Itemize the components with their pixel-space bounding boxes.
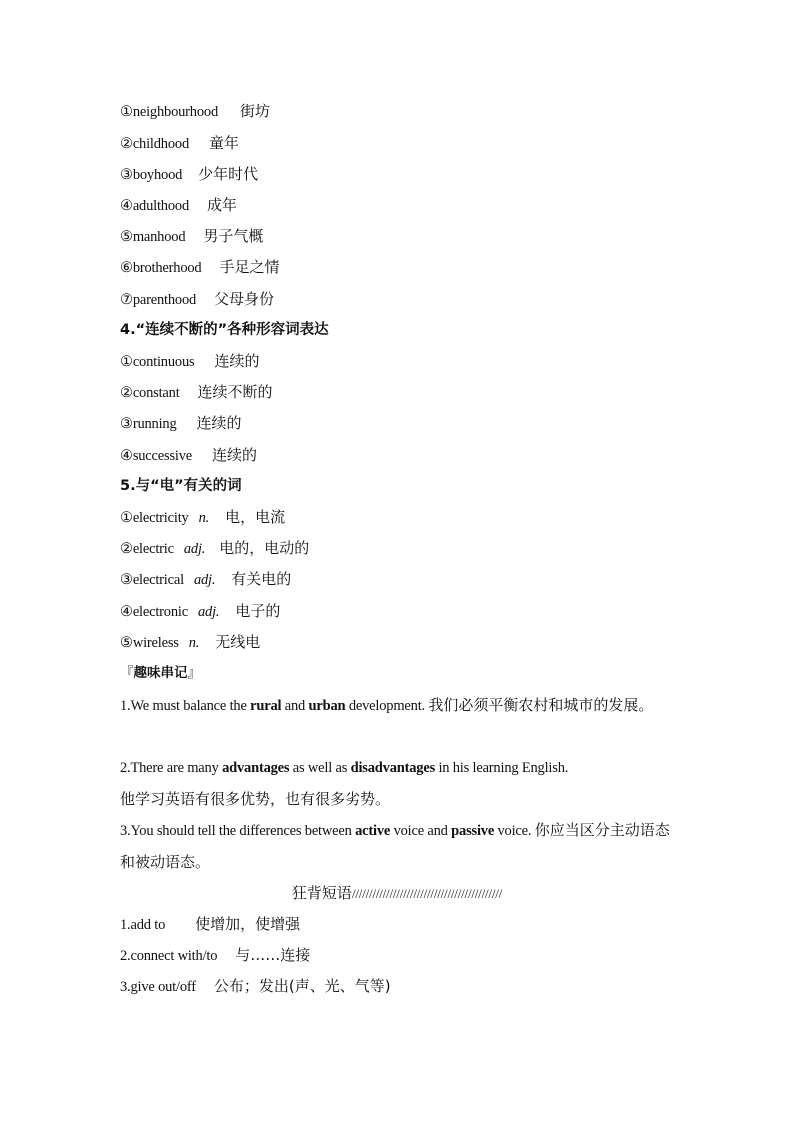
chinese-meaning: 手足之情 (219, 258, 280, 276)
list-item (120, 538, 680, 559)
list-item (120, 382, 680, 403)
chinese-meaning: 有关电的 (231, 570, 292, 588)
english-word: electric (132, 541, 174, 557)
english-word: childhood (132, 136, 190, 152)
part-of-speech: n. (198, 510, 210, 526)
list-item (120, 351, 680, 372)
list-item (120, 507, 680, 528)
english-word: electricity (132, 510, 189, 526)
chinese-meaning: 父母身份 (214, 290, 275, 308)
english-word: neighbourhood (132, 104, 219, 120)
english-word: parenthood (132, 292, 197, 308)
list-item (120, 195, 680, 216)
chinese-meaning: 连续的 (196, 414, 242, 432)
chinese-meaning: 连续的 (212, 446, 258, 464)
english-word: electrical (132, 572, 184, 588)
item-number: ③ (120, 572, 133, 588)
english-word: brotherhood (132, 260, 202, 276)
part-of-speech: adj. (183, 541, 206, 557)
list-item (120, 569, 680, 590)
phrase-english: 2.connect with/to (120, 948, 218, 964)
example-translation-2 (120, 789, 680, 810)
chinese-meaning: 连续的 (214, 352, 260, 370)
part-of-speech: n. (188, 635, 200, 651)
section-heading: 5.与“电”有关的词 (120, 478, 242, 494)
phrase-item (120, 976, 680, 997)
chinese-meaning: 电的，电动的 (219, 539, 310, 557)
english-word: continuous (132, 354, 195, 370)
item-number: ④ (120, 448, 133, 464)
section-heading: 4.“连续不断的”各种形容词表达 (120, 322, 329, 338)
english-word: constant (132, 385, 180, 401)
list-item (120, 226, 680, 247)
phrase-english: 3.give out/off (120, 979, 196, 995)
chinese-meaning: 男子气概 (203, 227, 264, 245)
item-number: ③ (120, 416, 133, 432)
slash-divider: //////////////////////////////////////////// (351, 886, 503, 901)
item-number: ② (120, 541, 133, 557)
item-number: ① (120, 104, 133, 120)
item-number: ④ (120, 604, 133, 620)
item-number: ⑥ (120, 260, 133, 276)
phrase-item (120, 914, 680, 935)
list-item (120, 632, 680, 653)
phrase-meaning: 公布；发出(声、光、气等) (213, 977, 391, 995)
list-item (120, 289, 680, 310)
item-number: ① (120, 354, 133, 370)
chinese-meaning: 电子的 (235, 602, 281, 620)
chinese-meaning: 无线电 (215, 633, 261, 651)
list-item (120, 445, 680, 466)
part-of-speech: adj. (193, 572, 216, 588)
chinese-meaning: 成年 (207, 196, 238, 214)
item-number: ⑤ (120, 229, 133, 245)
phrase-meaning: 使增加，使增强 (195, 915, 301, 933)
english-word: adulthood (132, 198, 190, 214)
phrases-heading: 狂背短语//////////////////////////////////////////// (291, 884, 503, 902)
english-word: electronic (132, 604, 188, 620)
chinese-meaning: 街坊 (240, 102, 271, 120)
part-of-speech: adj. (197, 604, 220, 620)
list-item (120, 133, 680, 154)
list-item (120, 101, 680, 122)
item-number: ④ (120, 198, 133, 214)
translation: 他学习英语有很多优势，也有很多劣势。 (120, 790, 391, 808)
translation: 我们必须平衡农村和城市的发展。 (428, 696, 654, 714)
item-number: ③ (120, 167, 133, 183)
list-item (120, 601, 680, 622)
keyword: passive (451, 823, 495, 839)
phrase-item (120, 945, 680, 966)
chinese-meaning: 童年 (209, 134, 240, 152)
translation: 你应当区分主动语态和被动语态。 (120, 821, 670, 871)
english-word: successive (132, 448, 193, 464)
example-sentence-1: 1.We must balance the rural and urban development. 我们必须平衡农村和城市的发展。 (120, 696, 654, 714)
keyword: rural (250, 698, 282, 714)
list-item (120, 257, 680, 278)
example-sentence-2: 2.There are many advantages as well as disadvantages in his learning English. (120, 760, 569, 776)
english-word: manhood (132, 229, 186, 245)
phrase-english: 1.add to (120, 917, 166, 933)
item-number: ① (120, 510, 133, 526)
chinese-meaning: 连续不断的 (197, 383, 273, 401)
example-sentence-3: 3.You should tell the differences between active voice and passive voice. 你应当区分主动语态和被动语态。 (120, 821, 670, 871)
chinese-meaning: 少年时代 (198, 165, 259, 183)
phrase-meaning: 与……连接 (235, 946, 311, 964)
keyword: urban (308, 698, 346, 714)
keyword: advantages (222, 760, 290, 776)
list-item (120, 413, 680, 434)
english-word: wireless (132, 635, 179, 651)
keyword: active (355, 823, 391, 839)
item-number: ⑦ (120, 292, 133, 308)
english-word: boyhood (132, 167, 183, 183)
chinese-meaning: 电，电流 (225, 508, 286, 526)
english-word: running (132, 416, 177, 432)
keyword: disadvantages (350, 760, 436, 776)
item-number: ② (120, 136, 133, 152)
list-item (120, 164, 680, 185)
fun-memory-heading: 『趣味串记』 (120, 665, 201, 681)
item-number: ⑤ (120, 635, 133, 651)
item-number: ② (120, 385, 133, 401)
